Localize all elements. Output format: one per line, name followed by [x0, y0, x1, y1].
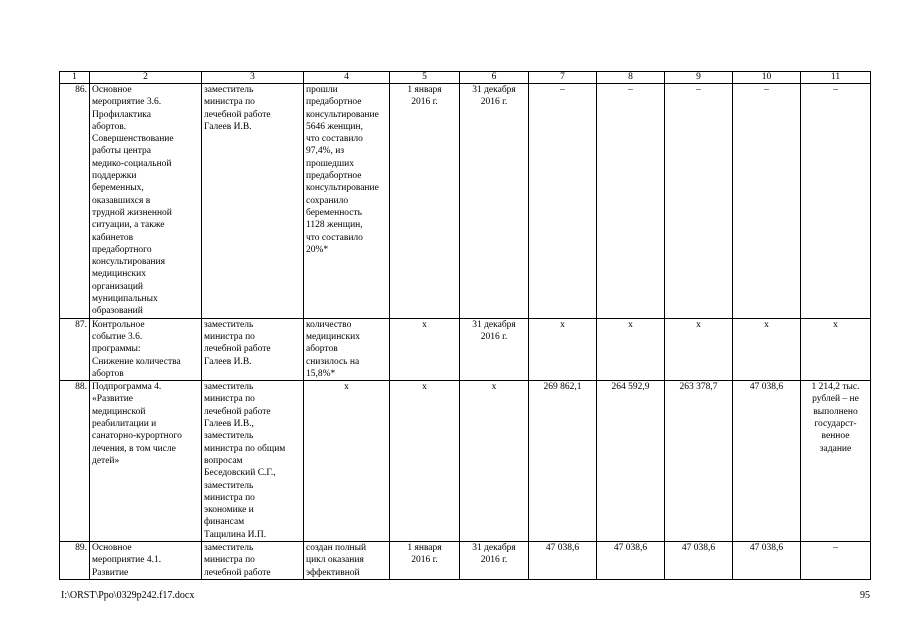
- expected-result: создан полный цикл оказания эффективной: [304, 541, 390, 579]
- col-header: 1: [60, 72, 90, 84]
- expected-result: х: [304, 381, 390, 542]
- value-col10: х: [733, 318, 801, 380]
- value-col10: –: [733, 84, 801, 319]
- row-number: 87.: [60, 318, 90, 380]
- value-col7: х: [529, 318, 597, 380]
- value-col7: –: [529, 84, 597, 319]
- value-col9: х: [665, 318, 733, 380]
- col-header: 2: [90, 72, 202, 84]
- responsible: заместитель министра по лечебной работе Галеев И.В., заместитель министра по общим вопросам Беседовский С.Г., заместитель министра по экономике и финансам Тащилина И.П.: [202, 381, 304, 542]
- table-row: [60, 381, 871, 542]
- main-table: [59, 71, 871, 580]
- value-col9: 47 038,6: [665, 541, 733, 579]
- responsible: заместитель министра по лечебной работе Галеев И.В.: [202, 318, 304, 380]
- page-number: 95: [860, 590, 870, 601]
- start-date: х: [390, 381, 460, 542]
- col-header: 7: [529, 72, 597, 84]
- responsible: заместитель министра по лечебной работе: [202, 541, 304, 579]
- expected-result: количество медицинских абортов снизилось на 15,8%*: [304, 318, 390, 380]
- value-col8: 264 592,9: [597, 381, 665, 542]
- end-date: х: [460, 381, 529, 542]
- table-row: [60, 541, 871, 579]
- value-col7: 269 862,1: [529, 381, 597, 542]
- event-name: Контрольное событие 3.6. программы: Снижение количества абортов: [90, 318, 202, 380]
- value-col11: –: [801, 84, 871, 319]
- column-number-row: [60, 72, 871, 84]
- value-col8: –: [597, 84, 665, 319]
- value-col11: –: [801, 541, 871, 579]
- start-date: 1 января 2016 г.: [390, 84, 460, 319]
- col-header: 11: [801, 72, 871, 84]
- event-name: Основное мероприятие 3.6. Профилактика абортов. Совершенствование работы центра медико-социальной поддержки беременных, оказавшихся в трудной жизненной ситуации, а также кабинетов предабортного консультирования медицинских организаций муниципальных образований: [90, 84, 202, 319]
- table-row: [60, 318, 871, 380]
- start-date: 1 января 2016 г.: [390, 541, 460, 579]
- value-col11: х: [801, 318, 871, 380]
- value-col10: 47 038,6: [733, 541, 801, 579]
- table-row: [60, 84, 871, 319]
- value-col8: 47 038,6: [597, 541, 665, 579]
- responsible: заместитель министра по лечебной работе Галеев И.В.: [202, 84, 304, 319]
- event-name: Подпрограмма 4. «Развитие медицинской реабилитации и санаторно-курортного лечения, в том числе детей»: [90, 381, 202, 542]
- file-path: I:\ORST\Ppo\0329p242.f17.docx: [61, 590, 195, 601]
- col-header: 8: [597, 72, 665, 84]
- col-header: 4: [304, 72, 390, 84]
- value-col11: 1 214,2 тыс. рублей – не выполнено государст- венное задание: [801, 381, 871, 542]
- col-header: 6: [460, 72, 529, 84]
- row-number: 86.: [60, 84, 90, 319]
- event-name: Основное мероприятие 4.1. Развитие: [90, 541, 202, 579]
- col-header: 3: [202, 72, 304, 84]
- row-number: 89.: [60, 541, 90, 579]
- end-date: 31 декабря 2016 г.: [460, 541, 529, 579]
- expected-result: прошли предабортное консультирование 5646 женщин, что составило 97,4%, из прошедших предабортное консультирование сохранило беременность 1128 женщин, что составило 20%*: [304, 84, 390, 319]
- value-col7: 47 038,6: [529, 541, 597, 579]
- col-header: 9: [665, 72, 733, 84]
- value-col9: –: [665, 84, 733, 319]
- end-date: 31 декабря 2016 г.: [460, 84, 529, 319]
- col-header: 10: [733, 72, 801, 84]
- value-col10: 47 038,6: [733, 381, 801, 542]
- end-date: 31 декабря 2016 г.: [460, 318, 529, 380]
- value-col9: 263 378,7: [665, 381, 733, 542]
- start-date: х: [390, 318, 460, 380]
- row-number: 88.: [60, 381, 90, 542]
- col-header: 5: [390, 72, 460, 84]
- value-col8: х: [597, 318, 665, 380]
